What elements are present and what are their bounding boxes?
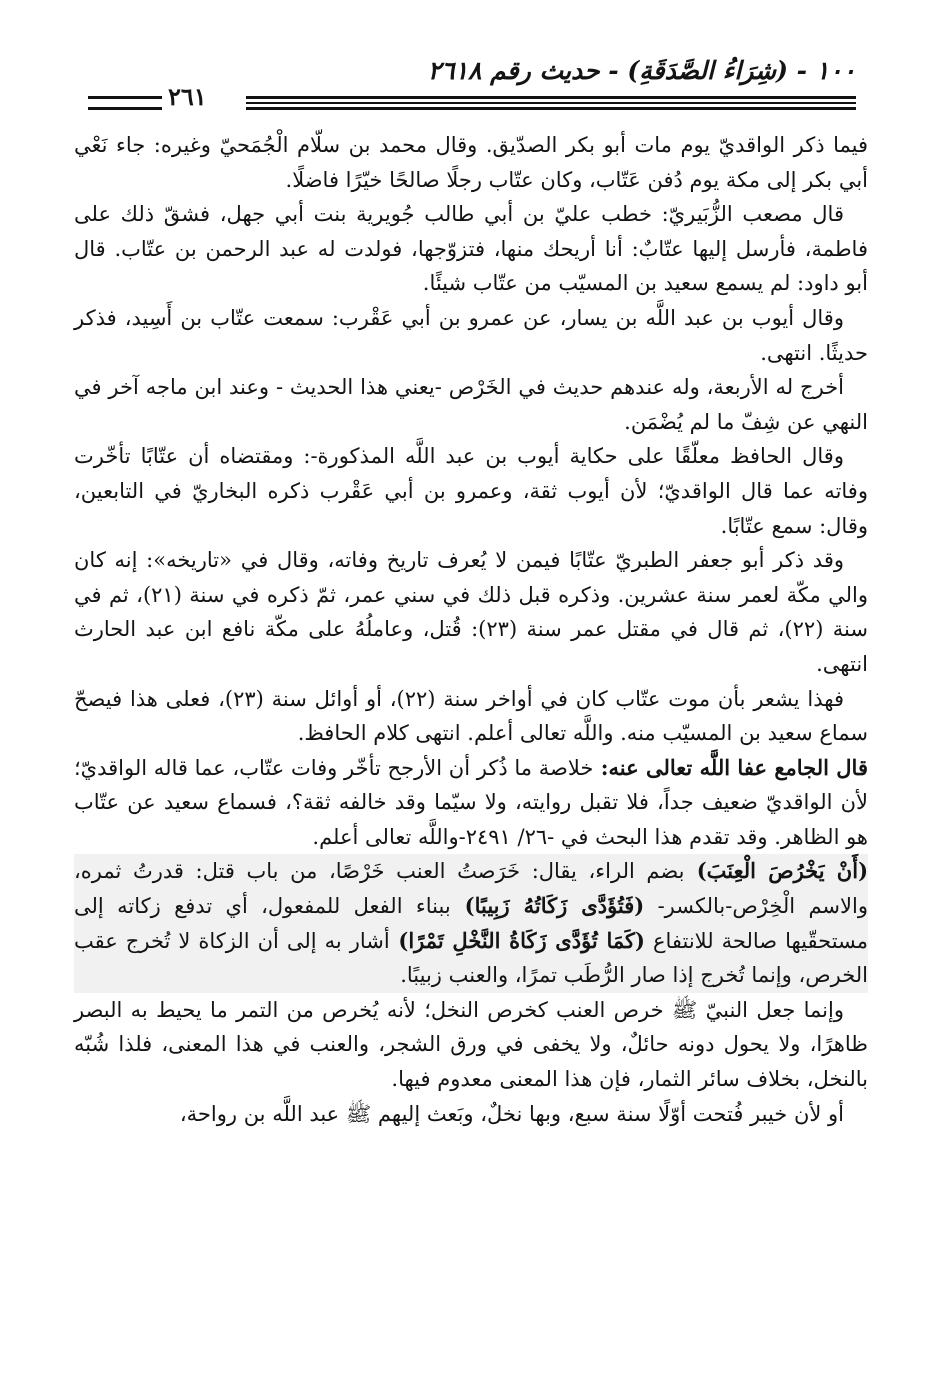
text-run: وقال أيوب بن عبد اللَّه بن يسار، عن عمرو بن أبي عَقْرب: سمعت عتّاب بن أَسِيد، فذكر حديثًا. انتهى. — [74, 305, 868, 365]
page-number-rule — [88, 96, 162, 110]
bold-phrase: (كَمَا تُؤَدَّى زَكَاةُ النَّخْلِ تَمْرًا) — [389, 927, 645, 953]
paragraph — [74, 854, 868, 992]
paragraph — [74, 751, 868, 855]
text-run: أخرج له الأربعة، وله عندهم حديث في الخَرْص -يعني هذا الحديث - وعند ابن ماجه آخر في النهي عن شِفّ ما لم يُضْمَن. — [74, 375, 868, 434]
text-run: خلاصة ما ذُكر أن الأرجح تأخّر وفات عتّاب، عما قاله الواقديّ؛ لأن الواقديّ ضعيف جداً، فلا تقبل روايته، ولا سيّما وقد خالفه ثقة؟، فسماع سعيد عن عتّاب هو الظاهر. وقد تقدم هذا البحث في -٢٦/ ٢٤٩١-واللَّه تعالى أعلم. — [74, 755, 868, 849]
paragraph — [74, 993, 868, 1097]
text-run: وإنما جعل النبيّ ﷺ خرص العنب كخرص النخل؛ لأنه يُخرص من التمر ما يحيط به البصر ظاهرًا، ولا يحول دونه حائلٌ، ولا يخفى في ورق الشجر، والعنب في هذا المعنى، فلذا شُبّه بالنخل، بخلاف سائر الثمار، فإن هذا المعنى معدوم فيها. — [74, 997, 868, 1092]
text-run: فهذا يشعر بأن موت عتّاب كان في أواخر سنة (٢٢)، أو أوائل سنة (٢٣)، فعلى هذا فيصحّ سماع سعيد بن المسيّب منه. واللَّه تعالى أعلم. انتهى كلام الحافظ. — [74, 686, 868, 746]
paragraph — [74, 543, 868, 681]
paragraph — [74, 439, 868, 543]
bold-phrase: (فَتُؤَدَّى زَكَاتُهُ زَبِيبًا) — [450, 893, 645, 919]
text-run: فيما ذكر الواقديّ يوم مات أبو بكر الصدّيق. وقال محمد بن سلّام الْجُمَحيّ وغيره: جاء نَعْي أبي بكر إلى مكة يوم دُفن عَتّاب، وكان عتّاب رجلًا صالحًا خيّرًا فاضلًا. — [74, 133, 869, 192]
page-header — [88, 52, 856, 122]
paragraph — [74, 682, 868, 751]
text-run: أشار به إلى أن الزكاة لا تُخرج عقب الخرص، وإنما تُخرج إذا صار الرُّطَب تمرًا، والعنب زبيبًا. — [74, 928, 868, 988]
text-run: بضم الراء، يقال: خَرَصتُ العنب خَرْصًا، من باب قتل: قدرتُ ثمره، والاسم الْخِرْص-بالكسر- — [74, 859, 868, 919]
text-run: قال مصعب الزُّبَيريّ: خطب عليّ بن أبي طالب جُويرية بنت أبي جهل، فشقّ ذلك على فاطمة، فأرسل إليها عتّابٌ: أنا أريحك منها، فتزوّجها، فولدت له عبد الرحمن بن عتّاب. قال أبو داود: لم يسمع سعيد بن المسيّب من عتّاب شيئًا. — [74, 202, 868, 296]
header-rule — [246, 96, 856, 110]
page-number: ٢٦١ — [168, 82, 207, 111]
bold-phrase: (أَنْ يَخْرُصَ الْعِنَبَ) — [684, 858, 869, 884]
text-run: وقال الحافظ معلّقًا على حكاية أيوب بن عبد اللَّه المذكورة-: ومقتضاه أن عتّابًا تأخّرت وفاته عما قال الواقديّ؛ لأن أيوب ثقة، وعمرو بن أبي عَقْرب ذكره البخاريّ في التابعين، وقال: سمع عتّابًا. — [74, 444, 868, 538]
running-title: ١٠٠ - (شِرَاءُ الصَّدَقَةِ) - حديث رقم ٢٦١٨ — [427, 56, 856, 85]
text-run: ببناء الفعل للمفعول، أي تدفع زكاته إلى مستحقّيها صالحة للانتفاع — [74, 894, 869, 953]
paragraph — [74, 370, 868, 439]
paragraph — [74, 1097, 868, 1132]
body-text — [74, 128, 868, 1131]
paragraph — [74, 197, 868, 301]
bold-phrase: قال الجامع عفا اللَّه تعالى عنه: — [593, 754, 868, 780]
paragraph — [74, 301, 868, 370]
text-run: وقد ذكر أبو جعفر الطبريّ عتّابًا فيمن لا يُعرف تاريخ وفاته، وقال في «تاريخه»: إنه كان والي مكّة لعمر سنة عشرين. وذكره قبل ذلك في سني عمر، ثمّ ذكره في سنة (٢١)، ثم في سنة (٢٢)، ثم قال في مقتل عمر سنة (٢٣): قُتل، وعاملُهُ على مكّة نافع ابن عبد الحارث انتهى. — [74, 548, 868, 676]
text-run: أو لأن خيبر فُتحت أوّلًا سنة سبع، وبها نخلٌ، وبَعث إليهم ﷺ عبد اللَّه بن رواحة، — [179, 1101, 844, 1126]
paragraph — [74, 128, 868, 197]
